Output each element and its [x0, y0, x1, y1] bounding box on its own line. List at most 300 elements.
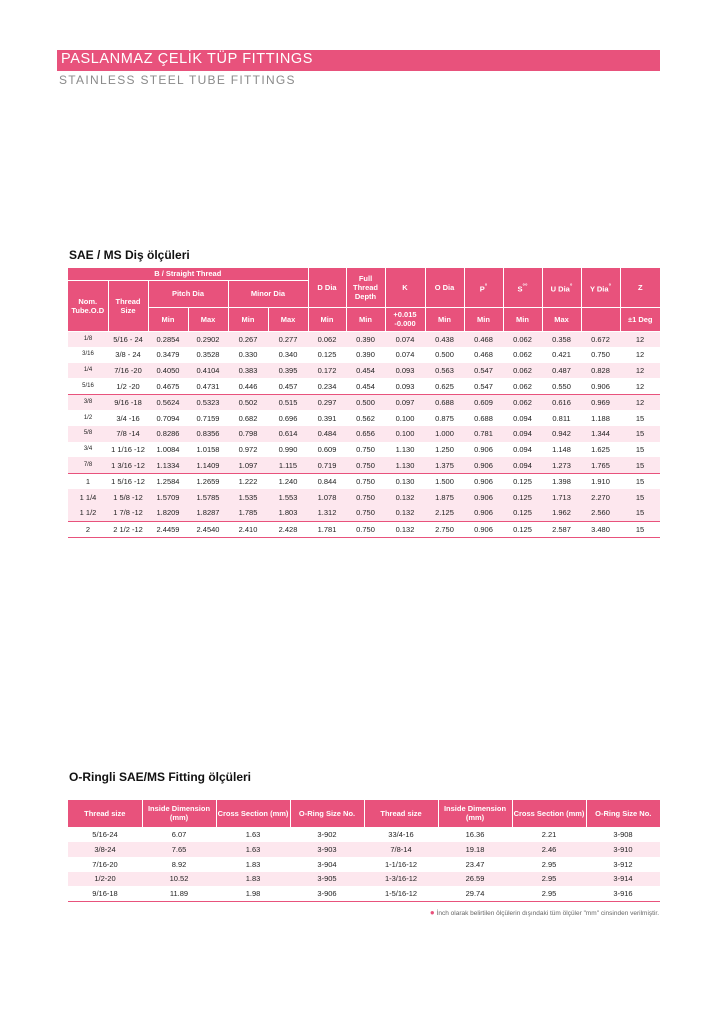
table-cell: 1.078 [308, 489, 346, 505]
table-cell: 0.990 [268, 442, 308, 458]
table-cell: 0.340 [268, 347, 308, 363]
table-cell: 1.781 [308, 521, 346, 538]
table-row [68, 505, 660, 521]
table-cell: 0.4675 [148, 378, 188, 394]
table-row [68, 347, 660, 363]
table-cell: 0.390 [346, 347, 385, 363]
table-cell: 0.094 [503, 410, 542, 426]
table-cell: 2.587 [542, 521, 581, 538]
table-cell: 1.222 [228, 473, 268, 489]
table-cell: 1.625 [581, 442, 620, 458]
table-cell: 0.358 [542, 331, 581, 347]
table-cell: 15 [620, 457, 660, 473]
table-cell: 1.785 [228, 505, 268, 521]
table-cell: 5/16 [68, 378, 108, 394]
table-cell: 12 [620, 331, 660, 347]
table-cell: 0.798 [228, 426, 268, 442]
table-cell: 0.8356 [188, 426, 228, 442]
table-row [68, 473, 660, 489]
table-cell: 1.312 [308, 505, 346, 521]
table-cell: 0.4731 [188, 378, 228, 394]
table-cell: 1.5785 [188, 489, 228, 505]
table-cell: 0.062 [308, 331, 346, 347]
table-cell: 1.63 [245, 830, 261, 840]
table-cell: 0.074 [385, 347, 425, 363]
table-cell: 0.487 [542, 363, 581, 379]
table-cell: 0.132 [385, 521, 425, 538]
table-cell: 0.172 [308, 363, 346, 379]
table-cell: 0.454 [346, 378, 385, 394]
sae-table-title: SAE / MS Diş ölçüleri [69, 248, 190, 262]
pitch-dia-header: Pitch Dia [148, 280, 228, 307]
table-cell: 5/8 [68, 426, 108, 442]
table-cell: 2.4459 [148, 521, 188, 538]
table-cell: 0.969 [581, 394, 620, 410]
table-row [68, 378, 660, 394]
table-cell: 9/16-18 [68, 886, 142, 901]
table-cell: 0.7159 [188, 410, 228, 426]
table-cell: 2.750 [425, 521, 464, 538]
table-cell: 0.132 [385, 505, 425, 521]
table-cell: 0.234 [308, 378, 346, 394]
table-cell: 1.8287 [188, 505, 228, 521]
table-cell: 1.240 [268, 473, 308, 489]
table-cell: 1.535 [228, 489, 268, 505]
table-cell: 1.875 [425, 489, 464, 505]
table-cell: 7/16 -20 [108, 363, 148, 379]
table-cell: 0.682 [228, 410, 268, 426]
table-cell: 0.550 [542, 378, 581, 394]
header-bar [57, 50, 660, 71]
oring-fitting-table [68, 800, 660, 902]
table-cell: 1.500 [425, 473, 464, 489]
table-cell: 0.696 [268, 410, 308, 426]
table-cell: 2.560 [581, 505, 620, 521]
table-cell: 5/16-24 [92, 830, 118, 840]
table-cell: 7/16-20 [92, 859, 118, 869]
z-header: Z [620, 268, 660, 307]
table-cell: 1/2 [68, 410, 108, 426]
table-cell: 15 [620, 505, 660, 521]
table-cell: 0.515 [268, 394, 308, 410]
oring-column-header: Thread size [68, 800, 142, 827]
table-cell: 7/8 [68, 457, 108, 473]
table-cell: 3/4 [68, 442, 108, 458]
table-cell: 1 1/16 -12 [108, 442, 148, 458]
table-cell: 0.750 [346, 505, 385, 521]
table-cell: 1.553 [268, 489, 308, 505]
table-cell: 1.63 [216, 842, 290, 857]
sae-ms-thread-table [68, 268, 660, 538]
table-cell: 0.4050 [148, 363, 188, 379]
p-header [464, 268, 503, 307]
table-cell: 12 [620, 363, 660, 379]
table-cell: 0.688 [464, 410, 503, 426]
table-cell: 7.65 [142, 842, 216, 857]
table-row [68, 442, 660, 458]
table-row [68, 827, 660, 842]
table-cell: 2.125 [425, 505, 464, 521]
p-header-label: P [479, 284, 485, 293]
table-cell: 0.062 [503, 363, 542, 379]
thread-size-header: Thread Size [108, 280, 148, 331]
table-cell: 0.906 [464, 521, 503, 538]
oring-column-header: O-Ring Size No. [290, 800, 364, 827]
oring-column-header: Inside Dimension (mm) [438, 800, 512, 827]
table-cell: 1.2584 [148, 473, 188, 489]
table-cell: 1.273 [542, 457, 581, 473]
k-header: K [385, 268, 425, 307]
table-cell: 2.270 [581, 489, 620, 505]
table-cell: 23.47 [465, 859, 485, 869]
table-cell: 1 1/2 [68, 505, 108, 521]
table-cell: 0.130 [385, 473, 425, 489]
table-cell: 0.4104 [188, 363, 228, 379]
table-cell: 0.062 [503, 347, 542, 363]
table-cell: 11.89 [142, 886, 216, 901]
nom-tube-header: Nom. Tube.O.D [68, 280, 108, 331]
table-cell: 1.344 [581, 426, 620, 442]
table-cell: 0.547 [464, 378, 503, 394]
d-min-header: Min [308, 307, 346, 331]
table-cell: 0.391 [308, 410, 346, 426]
table-row [68, 886, 660, 901]
o-min-header: Min [425, 307, 464, 331]
table-cell: 1.115 [268, 457, 308, 473]
table-cell: 0.267 [228, 331, 268, 347]
table-cell: 0.656 [346, 426, 385, 442]
table-cell: 3-904 [317, 859, 337, 869]
oring-table-title: O-Ringli SAE/MS Fitting ölçüleri [69, 770, 251, 784]
u-dia-header [542, 268, 581, 307]
table-cell: 1.83 [216, 872, 290, 887]
table-cell: 7/8-14 [364, 842, 438, 857]
table-cell: 0.5323 [188, 394, 228, 410]
table-cell: 1-3/16-12 [364, 872, 438, 887]
table-cell: 15 [620, 489, 660, 505]
table-cell: 9/16 -18 [108, 394, 148, 410]
p-header-mark: ° [484, 282, 488, 290]
table-cell: 0.094 [503, 426, 542, 442]
table-cell: 0.563 [425, 363, 464, 379]
table-cell: 10.52 [142, 872, 216, 887]
table-cell: 0.062 [503, 394, 542, 410]
table-cell: 3-910 [586, 842, 660, 857]
table-cell: 1 5/16 -12 [108, 473, 148, 489]
table-cell: 0.547 [464, 363, 503, 379]
table-cell: 5/16 - 24 [108, 331, 148, 347]
table-cell: 0.688 [425, 394, 464, 410]
s-header-mark: °° [522, 282, 528, 290]
s-header [503, 268, 542, 307]
minor-min-header: Min [228, 307, 268, 331]
table-cell: 12 [620, 394, 660, 410]
table-cell: 0.062 [503, 331, 542, 347]
table-cell: 0.100 [385, 410, 425, 426]
table-cell: 0.750 [346, 489, 385, 505]
table-cell: 0.500 [425, 347, 464, 363]
table-cell: 3-906 [290, 886, 364, 901]
table-cell: 1 5/8 -12 [108, 489, 148, 505]
table-cell: 3/4 -16 [108, 410, 148, 426]
table-cell: 0.125 [308, 347, 346, 363]
table-cell: 0.750 [581, 347, 620, 363]
table-cell: 0.8286 [148, 426, 188, 442]
table-row [68, 872, 660, 887]
table-cell: 0.3528 [188, 347, 228, 363]
table-cell: 1.803 [268, 505, 308, 521]
u-header-label: U Dia [550, 284, 570, 293]
table-cell: 0.125 [503, 473, 542, 489]
table-cell: 0.781 [464, 426, 503, 442]
table-cell: 1.398 [542, 473, 581, 489]
table-cell: 0.906 [464, 505, 503, 521]
table-cell: 0.811 [542, 410, 581, 426]
table-cell: 0.094 [503, 442, 542, 458]
table-cell: 0.421 [542, 347, 581, 363]
table-row [68, 489, 660, 505]
table-cell: 0.100 [385, 426, 425, 442]
table-cell: 0.844 [308, 473, 346, 489]
table-cell: 1.375 [425, 457, 464, 473]
table-cell: 0.906 [464, 473, 503, 489]
table-cell: 0.3479 [148, 347, 188, 363]
table-row [68, 363, 660, 379]
footnote [430, 908, 659, 917]
table-cell: 0.5624 [148, 394, 188, 410]
table-cell: 0.125 [503, 521, 542, 538]
table-cell: 0.614 [268, 426, 308, 442]
table-cell: 1.000 [425, 426, 464, 442]
table-cell: 1.250 [425, 442, 464, 458]
table-cell: 1.0158 [188, 442, 228, 458]
table-cell: 0.750 [346, 442, 385, 458]
y-header-label: Y Dia [589, 284, 609, 293]
p-min-header: Min [464, 307, 503, 331]
table-cell: 33/4-16 [388, 830, 414, 840]
table-cell: 1.5709 [148, 489, 188, 505]
table-cell: 1.713 [542, 489, 581, 505]
oring-column-header: Inside Dimension (mm) [142, 800, 216, 827]
table-cell: 1.910 [581, 473, 620, 489]
table-cell: 1.8209 [148, 505, 188, 521]
oring-column-header: O-Ring Size No. [586, 800, 660, 827]
table-row [68, 521, 660, 538]
table-cell: 0.468 [464, 347, 503, 363]
table-cell: 7/8 -14 [108, 426, 148, 442]
table-cell: 0.750 [346, 457, 385, 473]
pitch-max-header: Max [188, 307, 228, 331]
table-cell: 0.390 [346, 331, 385, 347]
table-cell: 1/8 [68, 331, 108, 347]
table-cell: 2.428 [268, 521, 308, 538]
table-cell: 3.480 [581, 521, 620, 538]
table-cell: 1 3/16 -12 [108, 457, 148, 473]
table-cell: 0.125 [503, 505, 542, 521]
table-cell: 0.609 [464, 394, 503, 410]
table-cell: 0.502 [228, 394, 268, 410]
oring-column-header: Thread size [364, 800, 438, 827]
table-cell: 15 [620, 442, 660, 458]
table-cell: 1.130 [385, 457, 425, 473]
table-cell: 1.130 [385, 442, 425, 458]
table-cell: 2 1/2 -12 [108, 521, 148, 538]
table-cell: 0.616 [542, 394, 581, 410]
table-cell: 1.0084 [148, 442, 188, 458]
table-cell: 15 [620, 426, 660, 442]
table-cell: 1.1409 [188, 457, 228, 473]
table-cell: 0.094 [503, 457, 542, 473]
table-cell: 1-1/16-12 [384, 859, 418, 869]
table-cell: 0.062 [503, 378, 542, 394]
minor-max-header: Max [268, 307, 308, 331]
table-cell: 2.4540 [188, 521, 228, 538]
table-cell: 1.2659 [188, 473, 228, 489]
table-cell: 12 [620, 378, 660, 394]
table-cell: 3/8 [68, 394, 108, 410]
table-cell: 2.95 [512, 886, 586, 901]
table-cell: 0.2902 [188, 331, 228, 347]
minor-dia-header: Minor Dia [228, 280, 308, 307]
table-cell: 2 [68, 521, 108, 538]
table-cell: 1.1334 [148, 457, 188, 473]
table-cell: 0.395 [268, 363, 308, 379]
table-cell: 1/2 -20 [108, 378, 148, 394]
table-cell: 1/2-20 [68, 872, 142, 887]
page-subtitle: STAINLESS STEEL TUBE FITTINGS [59, 73, 296, 87]
table-cell: 16.36 [465, 830, 485, 840]
table-cell: 0.750 [346, 521, 385, 538]
table-cell: 15 [620, 410, 660, 426]
full-thread-depth-header: Full Thread Depth [346, 268, 385, 307]
table-cell: 0.906 [464, 457, 503, 473]
pitch-min-header: Min [148, 307, 188, 331]
table-cell: 2.410 [228, 521, 268, 538]
table-cell: 0.330 [228, 347, 268, 363]
d-dia-header: D Dia [308, 268, 346, 307]
table-row [68, 331, 660, 347]
table-cell: 1.962 [542, 505, 581, 521]
table-cell: 0.468 [464, 331, 503, 347]
oring-column-header: Cross Section (mm) [512, 800, 586, 827]
u-header-mark: ° [569, 282, 573, 290]
table-cell: 2.95 [541, 859, 557, 869]
table-row [68, 410, 660, 426]
k-tolerance-header: +0.015 -0.000 [385, 307, 425, 331]
table-cell: 0.132 [385, 489, 425, 505]
table-cell: 1-5/16-12 [364, 886, 438, 901]
table-cell: 1.188 [581, 410, 620, 426]
table-cell: 0.625 [425, 378, 464, 394]
table-cell: 0.7094 [148, 410, 188, 426]
table-cell: 0.2854 [148, 331, 188, 347]
table-cell: 0.562 [346, 410, 385, 426]
table-cell: 29.74 [438, 886, 512, 901]
table-row [68, 857, 660, 872]
table-cell: 3-908 [613, 830, 633, 840]
table-cell: 0.074 [385, 331, 425, 347]
table-cell: 3-912 [613, 859, 633, 869]
table-cell: 1.765 [581, 457, 620, 473]
table-cell: 1 1/4 [68, 489, 108, 505]
table-cell: 3-905 [290, 872, 364, 887]
table-cell: 0.484 [308, 426, 346, 442]
table-cell: 3-916 [586, 886, 660, 901]
table-cell: 8.92 [171, 859, 187, 869]
table-cell: 0.942 [542, 426, 581, 442]
straight-thread-header: B / Straight Thread [68, 268, 308, 280]
table-row [68, 426, 660, 442]
table-cell: 0.438 [425, 331, 464, 347]
table-cell: 1 [68, 473, 108, 489]
table-row [68, 394, 660, 410]
table-cell: 0.093 [385, 363, 425, 379]
u-max-header: Max [542, 307, 581, 331]
y-header-mark: ° [608, 282, 612, 290]
table-cell: 1.148 [542, 442, 581, 458]
table-cell: 0.277 [268, 331, 308, 347]
table-cell: 0.097 [385, 394, 425, 410]
table-cell: 3-914 [586, 872, 660, 887]
table-cell: 0.719 [308, 457, 346, 473]
table-cell: 2.46 [512, 842, 586, 857]
table-cell: 0.875 [425, 410, 464, 426]
z-unit-header: ±1 Deg [620, 307, 660, 331]
table-cell: 0.972 [228, 442, 268, 458]
table-cell: 0.828 [581, 363, 620, 379]
table-cell: 1.83 [245, 859, 261, 869]
table-cell: 3/8 - 24 [108, 347, 148, 363]
table-cell: 1.097 [228, 457, 268, 473]
oring-column-header: Cross Section (mm) [216, 800, 290, 827]
table-cell: 3-903 [290, 842, 364, 857]
footnote-text: İnch olarak belirtilen ölçülerin dışındaki tüm ölçüler "mm" cinsinden verilmiştir. [436, 910, 659, 917]
table-row [68, 842, 660, 857]
depth-min-header: Min [346, 307, 385, 331]
table-cell: 0.297 [308, 394, 346, 410]
table-cell: 0.125 [503, 489, 542, 505]
table-cell: 1 7/8 -12 [108, 505, 148, 521]
table-cell: 2.21 [541, 830, 557, 840]
table-cell: 0.454 [346, 363, 385, 379]
footnote-bullet: ● [429, 908, 435, 917]
table-cell: 12 [620, 347, 660, 363]
table-cell: 0.500 [346, 394, 385, 410]
table-cell: 3/8-24 [68, 842, 142, 857]
table-cell: 0.446 [228, 378, 268, 394]
table-cell: 0.383 [228, 363, 268, 379]
table-cell: 0.750 [346, 473, 385, 489]
table-cell: 2.95 [512, 872, 586, 887]
table-cell: 0.672 [581, 331, 620, 347]
table-cell: 15 [620, 473, 660, 489]
y-blank-header [581, 307, 620, 331]
s-min-header: Min [503, 307, 542, 331]
table-cell: 3-902 [317, 830, 337, 840]
table-cell: 3/16 [68, 347, 108, 363]
table-cell: 0.093 [385, 378, 425, 394]
page-title: PASLANMAZ ÇELİK TÜP FITTINGS [61, 51, 314, 67]
table-cell: 1/4 [68, 363, 108, 379]
table-row [68, 457, 660, 473]
table-cell: 0.906 [464, 442, 503, 458]
table-cell: 1.98 [216, 886, 290, 901]
table-cell: 0.457 [268, 378, 308, 394]
y-dia-header [581, 268, 620, 307]
o-dia-header: O Dia [425, 268, 464, 307]
table-cell: 0.609 [308, 442, 346, 458]
table-cell: 26.59 [438, 872, 512, 887]
